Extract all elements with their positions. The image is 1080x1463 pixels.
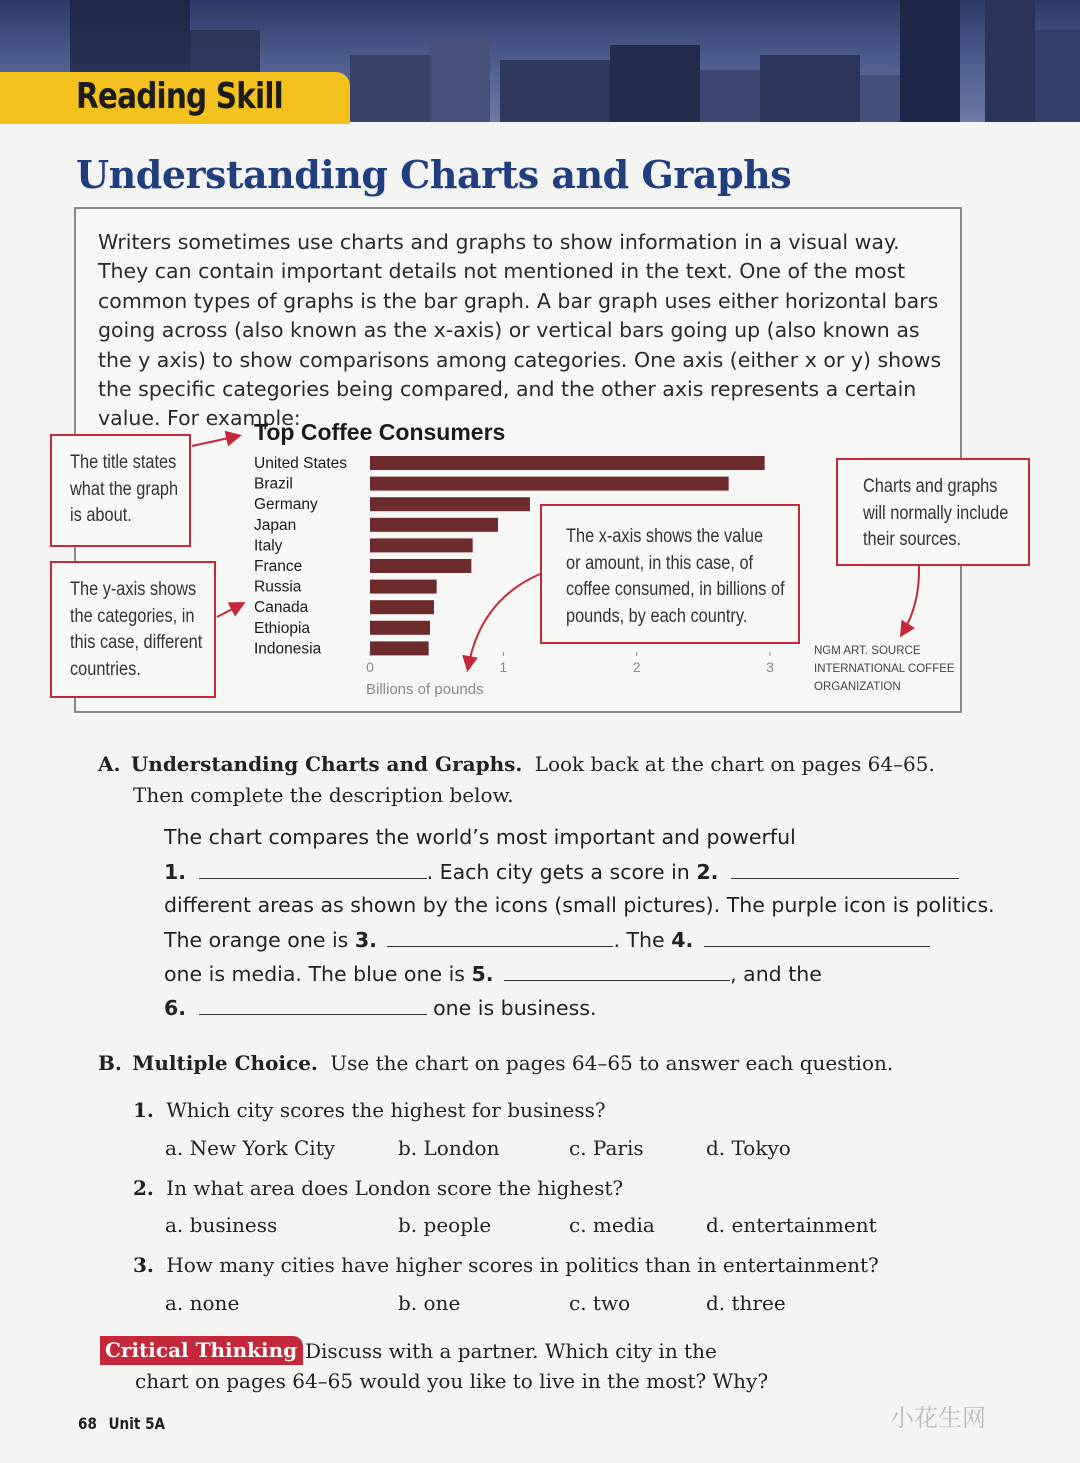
source-line: NGM ART. SOURCE xyxy=(814,645,921,657)
callout-line: The title states xyxy=(70,452,177,473)
bar xyxy=(370,477,729,491)
blank-number-6: 6. xyxy=(164,996,187,1020)
question-text: In what area does London score the highest? xyxy=(166,1176,624,1200)
fill-text: one is media. The blue one is xyxy=(164,962,465,986)
bar xyxy=(370,621,430,635)
critical-thinking-badge: Critical Thinking xyxy=(100,1336,303,1365)
page-number: 68 xyxy=(78,1414,97,1433)
x-axis-label: Billions of pounds xyxy=(366,681,484,698)
callout-line: the categories, in xyxy=(70,605,195,627)
callout-line: or amount, in this case, of xyxy=(566,552,754,574)
source-line: INTERNATIONAL COFFEE xyxy=(814,663,955,675)
category-label: Indonesia xyxy=(254,640,322,658)
blank-number-4: 4. xyxy=(671,928,694,952)
category-label: Germany xyxy=(254,496,318,514)
blank-number-1: 1. xyxy=(164,860,187,884)
category-label: Brazil xyxy=(254,475,293,493)
critical-thinking-line-1: Discuss with a partner. Which city in the xyxy=(305,1339,717,1363)
answer-blank-6[interactable] xyxy=(199,997,427,1015)
answer-blank-3[interactable] xyxy=(387,929,613,947)
category-label: Canada xyxy=(254,599,309,617)
bar xyxy=(370,580,437,594)
fill-line-3: different areas as shown by the icons (small pictures). The purple icon is politics. xyxy=(164,893,995,917)
section-a-title: Understanding Charts and Graphs. xyxy=(130,752,523,776)
unit-label: Unit 5A xyxy=(108,1414,166,1433)
option-2a[interactable]: a. business xyxy=(165,1213,278,1237)
option-2d[interactable]: d. entertainment xyxy=(706,1213,877,1237)
x-tick-label: 0 xyxy=(366,659,374,675)
callout-line: what the graph xyxy=(70,478,179,500)
watermark: 小花生网 xyxy=(890,1404,986,1432)
intro-paragraph: Writers sometimes use charts and graphs to show information in a visual way. They can contain important details not mentioned in the text. One of the most common types of graphs is the bar graph. A bar graph uses either horizontal bars going across (also known as the x-axis) or vertical bars going up (also known as the y axis) to show comparisons among categories. One axis (either x or y) shows the specific categories being compared, and the other axis represents a certain value. For example: xyxy=(98,230,942,431)
source-line: ORGANIZATION xyxy=(814,681,901,693)
option-1c[interactable]: c. Paris xyxy=(569,1136,644,1160)
fill-text: , and the xyxy=(730,962,822,986)
callout-line: coffee consumed, in billions of xyxy=(566,579,785,600)
question-number: 3. xyxy=(133,1253,154,1277)
x-tick-label: 1 xyxy=(499,659,508,675)
category-label: Italy xyxy=(254,537,283,555)
question-2 xyxy=(133,1176,623,1200)
bar xyxy=(370,600,434,614)
bar xyxy=(370,641,429,655)
option-2b[interactable]: b. people xyxy=(398,1213,492,1237)
option-3c[interactable]: c. two xyxy=(569,1291,631,1315)
option-3d[interactable]: d. three xyxy=(706,1291,786,1315)
chart-source xyxy=(814,642,955,696)
chart-title: Top Coffee Consumers xyxy=(254,419,506,445)
callout-line: pounds, by each country. xyxy=(566,605,748,627)
callout-line: their sources. xyxy=(863,529,962,550)
bar xyxy=(370,518,498,532)
section-a-instruction: Look back at the chart on pages 64–65. xyxy=(534,752,935,776)
question-number: 2. xyxy=(133,1176,154,1200)
arrow-to-title xyxy=(192,436,238,446)
bar xyxy=(370,497,530,511)
callout-line: countries. xyxy=(70,658,141,680)
question-text: How many cities have higher scores in politics than in entertainment? xyxy=(166,1253,879,1277)
section-a-heading xyxy=(98,752,935,776)
fill-line-6 xyxy=(164,996,597,1020)
category-label: Russia xyxy=(254,578,302,596)
fill-text: one is business. xyxy=(433,996,597,1020)
section-a-instruction-2: Then complete the description below. xyxy=(133,783,514,807)
question-number: 1. xyxy=(133,1098,154,1122)
section-b-heading xyxy=(98,1051,893,1075)
x-tick-label: 2 xyxy=(632,659,641,675)
category-label: United States xyxy=(254,455,348,472)
bar xyxy=(370,559,471,573)
option-1b[interactable]: b. London xyxy=(398,1136,500,1160)
blank-number-2: 2. xyxy=(696,860,719,884)
section-b-title: Multiple Choice. xyxy=(132,1051,318,1075)
page-title: Understanding Charts and Graphs xyxy=(76,152,792,197)
arrow-to-source xyxy=(902,566,919,634)
question-text: Which city scores the highest for business? xyxy=(166,1098,606,1122)
fill-line-4 xyxy=(164,928,930,952)
answer-blank-2[interactable] xyxy=(731,861,959,879)
fill-line-1: The chart compares the world’s most important and powerful xyxy=(164,825,796,849)
blank-number-5: 5. xyxy=(471,962,494,986)
option-3a[interactable]: a. none xyxy=(165,1291,240,1315)
fill-line-2 xyxy=(164,860,959,884)
question-3 xyxy=(133,1253,879,1277)
answer-blank-4[interactable] xyxy=(704,929,930,947)
page-footer xyxy=(78,1414,165,1433)
x-tick-label: 3 xyxy=(766,659,774,675)
callout-line: is about. xyxy=(70,505,132,526)
category-label: Ethiopia xyxy=(254,619,311,637)
reading-skill-label: Reading Skill xyxy=(76,76,283,117)
option-3b[interactable]: b. one xyxy=(398,1291,461,1315)
callout-line: The x-axis shows the value xyxy=(566,526,764,547)
bar xyxy=(370,456,765,470)
category-label: France xyxy=(254,558,303,575)
bar-chart xyxy=(250,450,810,700)
arrow-to-categories xyxy=(217,604,242,617)
fill-text: . The xyxy=(613,928,665,952)
callout-line: The y-axis shows xyxy=(70,579,197,600)
option-1a[interactable]: a. New York City xyxy=(165,1136,336,1160)
answer-blank-5[interactable] xyxy=(504,963,730,981)
bar xyxy=(370,538,473,552)
callout-line: will normally include xyxy=(863,502,1009,524)
callout-line: Charts and graphs xyxy=(863,476,998,497)
blank-number-3: 3. xyxy=(354,928,377,952)
section-a-letter: A. xyxy=(98,752,121,776)
fill-text: The orange one is xyxy=(164,928,349,952)
option-2c[interactable]: c. media xyxy=(569,1213,655,1237)
option-1d[interactable]: d. Tokyo xyxy=(706,1136,791,1160)
section-b-letter: B. xyxy=(98,1051,122,1075)
question-1 xyxy=(133,1098,606,1122)
callout-line: this case, different xyxy=(70,632,203,653)
critical-thinking-line-2: chart on pages 64–65 would you like to live in the most? Why? xyxy=(135,1369,769,1393)
category-label: Japan xyxy=(254,516,297,534)
section-b-instruction: Use the chart on pages 64–65 to answer each question. xyxy=(330,1051,894,1075)
answer-blank-1[interactable] xyxy=(199,861,427,879)
fill-text: . Each city gets a score in xyxy=(426,860,690,884)
fill-line-5 xyxy=(164,962,822,986)
